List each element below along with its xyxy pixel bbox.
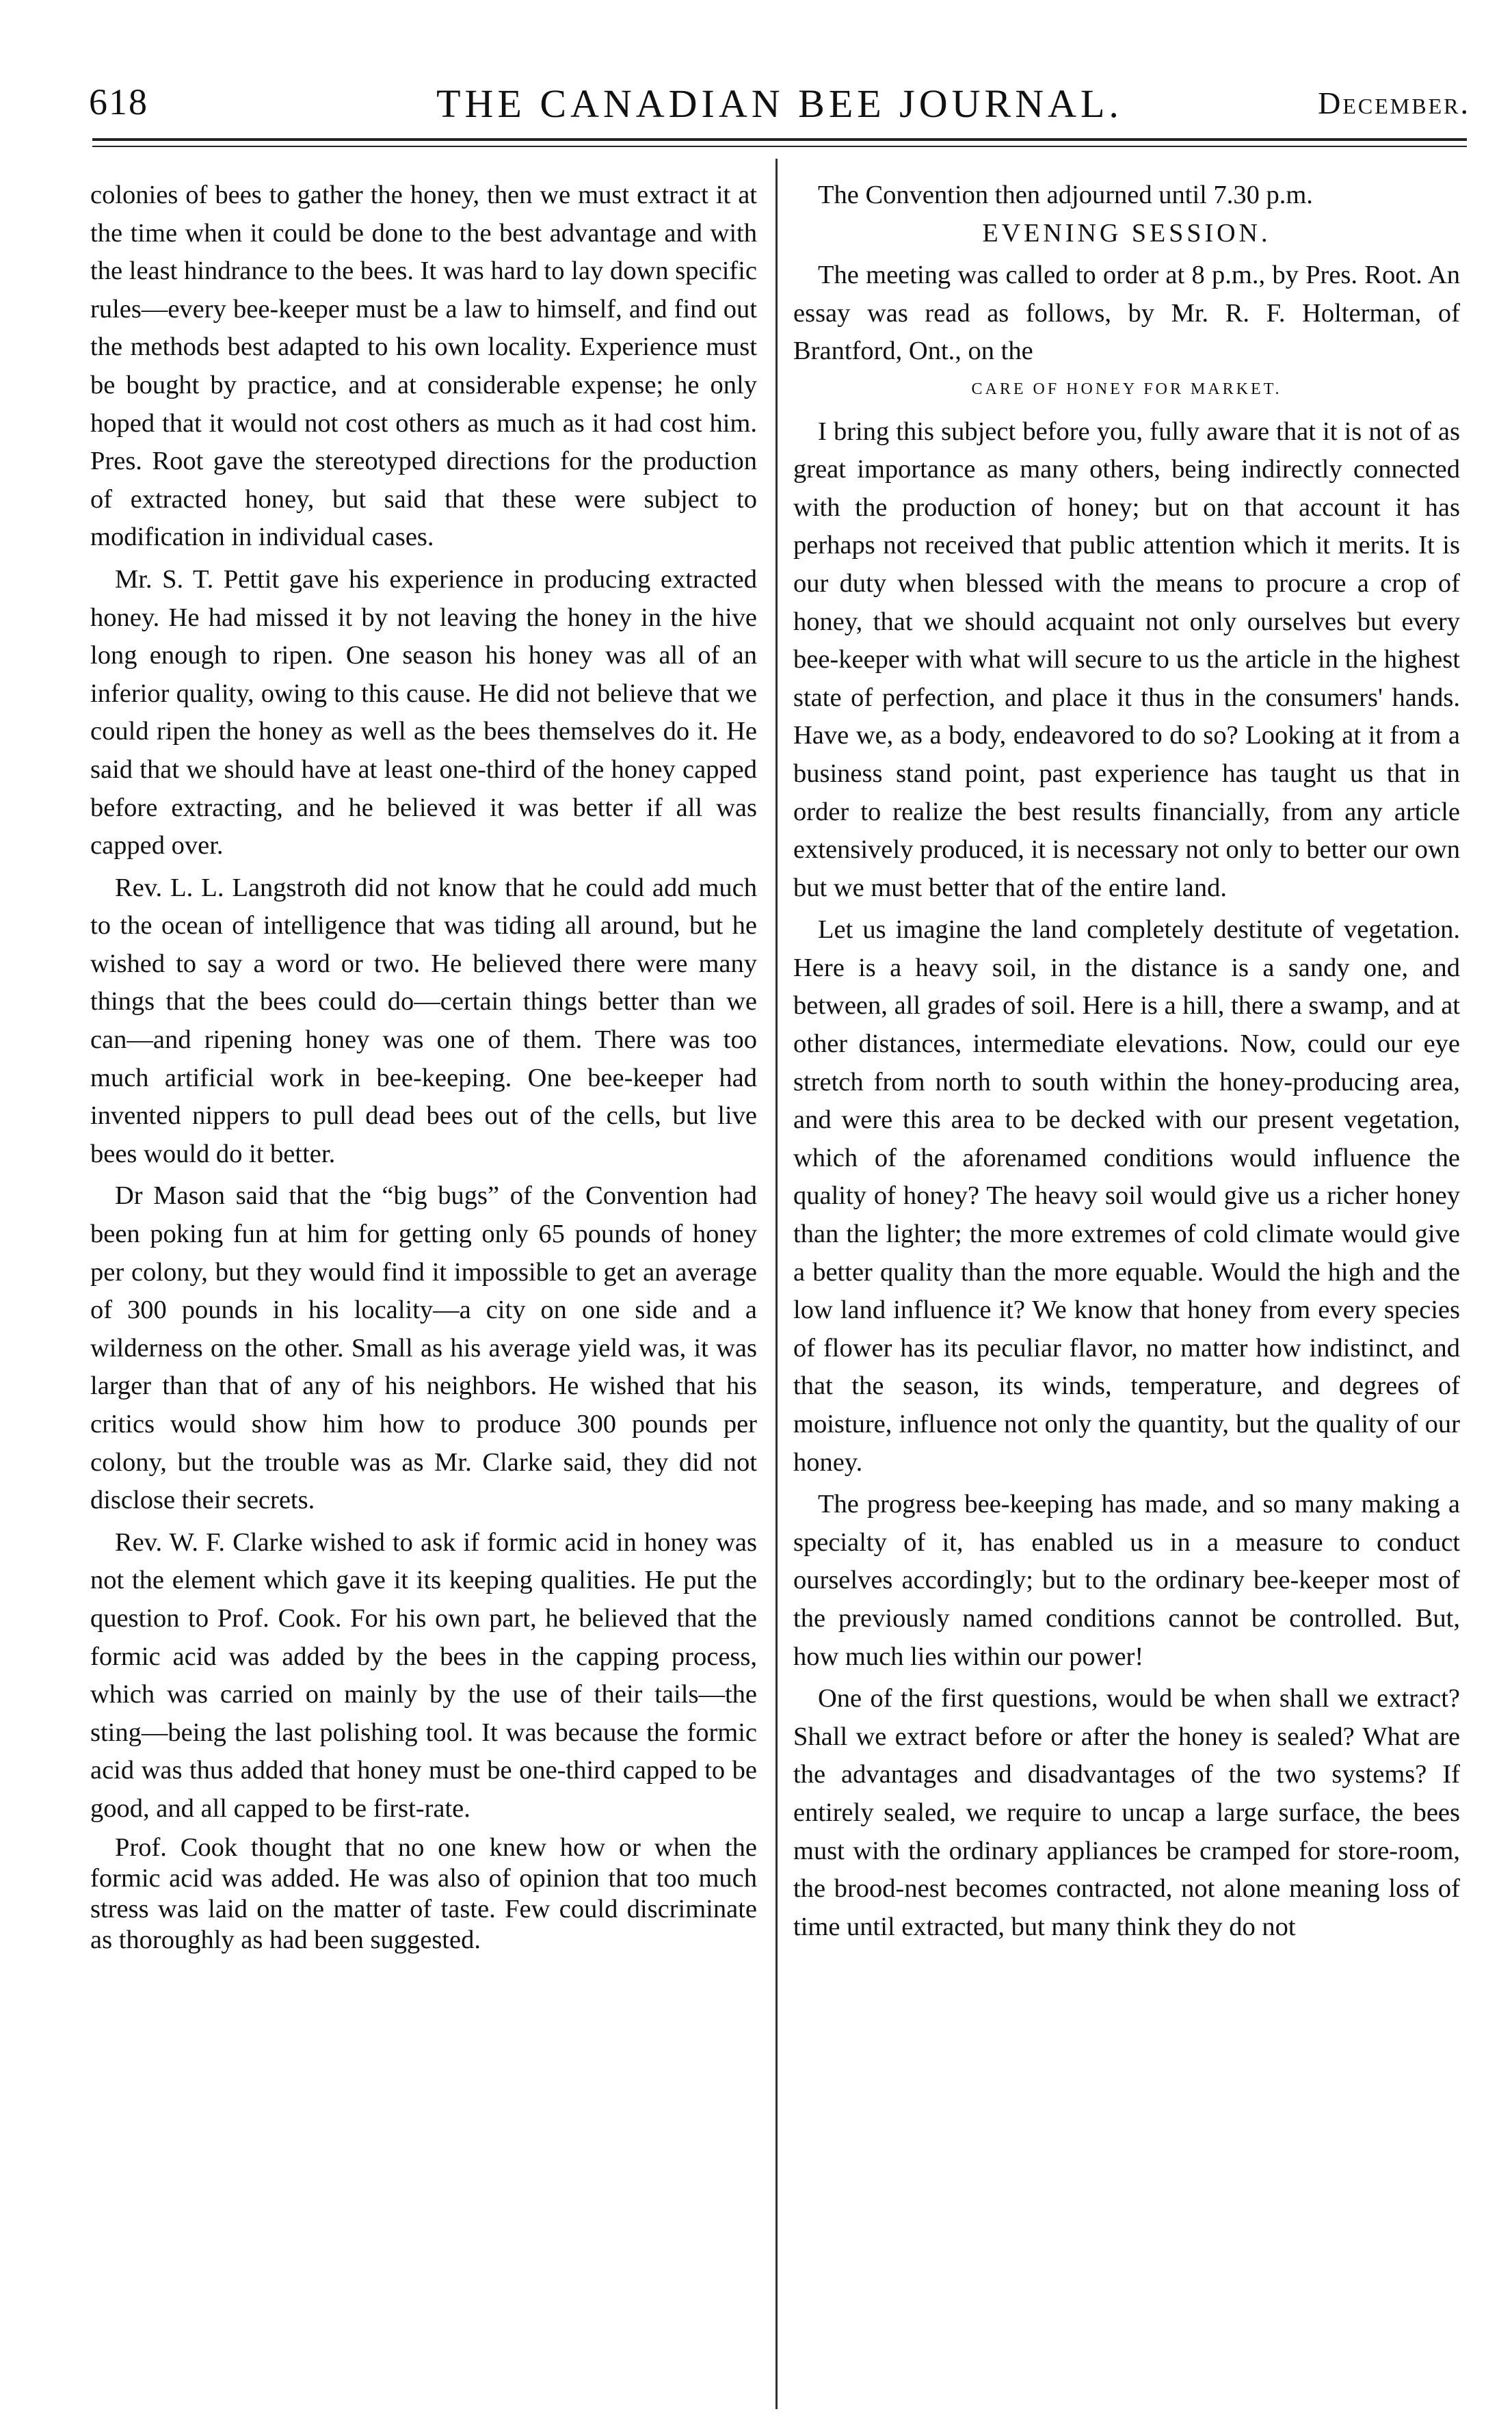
right-column (793, 176, 1460, 1946)
paragraph-mason: Dr Mason said that the “big bugs” of the Convention had been poking fun at him for getting only 65 pounds of honey per colony, but they would find it impossible to get an average of 300 pounds in his locality—a city on one side and a wilderness on the other. Small as his average yield was, it was larger than that of any of his neighbors. He wished that his critics would show him how to produce 300 pounds per colony, but the trouble was as Mr. Clarke said, they did not disclose their secrets. (90, 1181, 757, 1515)
adjourn-notice: The Convention then adjourned until 7.30 p.m. (818, 181, 1313, 209)
paragraph-pettit: Mr. S. T. Pettit gave his experience in producing extracted honey. He had missed it by not leaving the honey in the hive long enough to ripen. One season his honey was all of an inferior quality, owing to this cause. He did not believe that we could ripen the honey as well as the bees themselves do it. He said that we should have at least one-third of the honey capped before extracting, and he believed it was better if all was capped over. (90, 564, 757, 860)
paragraph-langstroth: Rev. L. L. Langstroth did not know that he could add much to the ocean of intelligence that was tiding all around, but he wished to say a word or two. He believed there were many things that the bees could do—certain things better than we can—and ripening honey was one of them. There was too much artificial work in bee-keeping. One bee-keeper had invented nippers to pull dead bees out of the cells, but live bees would do it better. (90, 873, 757, 1168)
meeting-intro: The meeting was called to order at 8 p.m., by Pres. Root. An essay was read as follows, by Mr. R. F. Holterman, of Brantford, Ont., on the (793, 261, 1460, 366)
essay-paragraph: The progress bee-keeping has made, and so many making a specialty of it, has enabled us in a measure to conduct ourselves accordingly; but to the ordinary bee-keeper most of the previously named conditions cannot be controlled. But, how much lies within our power! (793, 1490, 1460, 1671)
page-header (89, 81, 1470, 135)
header-rule-bottom (92, 146, 1467, 147)
essay-paragraph: I bring this subject before you, fully aware that it is not of as great importance as many others, being indirectly connected with the production of honey; but on that account it has perhaps not received that public attention which it merits. It is our duty when blessed with the means to procure a crop of honey, that we should acquaint not only ourselves but every bee-keeper with what will secure to us the article in the highest state of perfection, and place it thus in the consumers' hands. Have we, as a body, endeavored to do so? Looking at it from a business stand point, past experience has taught us that in order to realize the best results financially, from any article extensively produced, it is necessary not only to better our own but we must better that of the entire land. (793, 417, 1460, 902)
paragraph-clarke: Rev. W. F. Clarke wished to ask if formic acid in honey was not the element which gave it its keeping qualities. He put the question to Prof. Cook. For his own part, he believed that the formic acid was added by the bees in the capping process, which was carried on mainly by the use of their tails—the sting—being the last polishing tool. It was because the formic acid was thus added that honey must be one-third capped to be good, and all capped to be first-rate. (90, 1527, 757, 1823)
page-number: 618 (89, 81, 148, 122)
issue-month: December. (1318, 86, 1470, 120)
essay-title: CARE OF HONEY FOR MARKET. (971, 380, 1282, 398)
header-rule-top (92, 138, 1467, 141)
essay-paragraph: One of the first questions, would be when shall we extract? Shall we extract before or after the honey is sealed? What are the advantages and disadvantages of the two systems? If entirely sealed, we require to uncap a large surface, the bees must with the ordinary appliances be cramped for store-room, the brood-nest becomes contracted, not alone meaning loss of time until extracted, but many think they do not (793, 1684, 1460, 1941)
left-column (90, 176, 757, 1956)
journal-title: THE CANADIAN BEE JOURNAL. (436, 81, 1123, 126)
column-divider (775, 159, 778, 2409)
essay-paragraph: Let us imagine the land completely destitute of vegetation. Here is a heavy soil, in the distance is a sandy one, and between, all grades of soil. Here is a hill, there a swamp, and at other distances, intermediate elevations. Now, could our eye stretch from north to south within the honey-producing area, and were this area to be decked with our present vegetation, which of the aforenamed conditions would influence the quality of honey? The heavy soil would give us a richer honey than the lighter; the more extremes of cold climate would give a better quality than the more equable. Would the high and the low land influence it? We know that honey from every species of flower has its peculiar flavor, no matter how indistinct, and that the season, its winds, temperature, and degrees of moisture, influence not only the quantity, but the quality of our honey. (793, 915, 1460, 1477)
paragraph-cook: Prof. Cook thought that no one knew how or when the formic acid was added. He was also of opinion that too much stress was laid on the matter of taste. Few could discriminate as thoroughly as had been suggested. (90, 1832, 757, 1954)
evening-session-heading: EVENING SESSION. (982, 218, 1271, 248)
paragraph-continued: colonies of bees to gather the honey, then we must extract it at the time when it could be done to the best advantage and with the least hindrance to the bees. It was hard to lay down specific rules—every bee-keeper must be a law to himself, and find out the methods best adapted to his own locality. Experience must be bought by practice, and at considerable expense; he only hoped that it would not cost others as much as it had cost him. Pres. Root gave the stereotyped directions for the production of extracted honey, but said that these were subject to modification in individual cases. (90, 181, 757, 552)
